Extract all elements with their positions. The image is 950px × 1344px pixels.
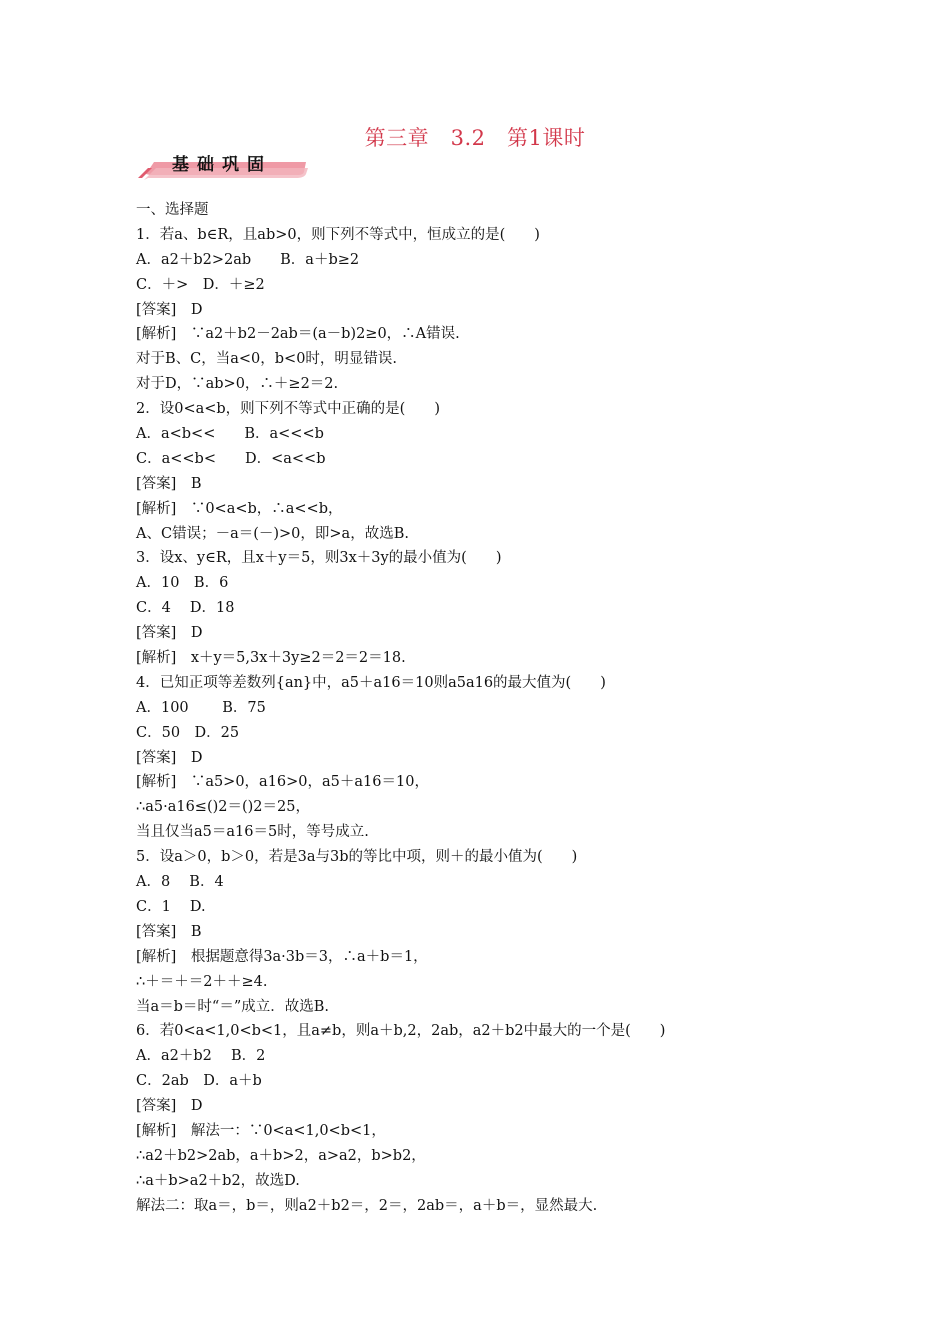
text-line: [解析] x＋y＝5,3x＋3y≥2＝2＝2＝18. <box>136 650 406 667</box>
text-line: [解析] ∵a5>0，a16>0，a5＋a16＝10， <box>136 774 429 791</box>
text-line: [答案] D <box>136 301 203 318</box>
text-line: [答案] D <box>136 1098 203 1115</box>
text-line: 5．设a＞0，b＞0，若是3a与3b的等比中项，则＋的最小值为( ) <box>136 849 578 866</box>
text-line: 当a＝b＝时“＝”成立．故选B. <box>136 998 330 1015</box>
document-body <box>136 198 836 1219</box>
text-line: C．2ab D．a＋b <box>136 1073 262 1090</box>
text-line: A．a2＋b2 B．2 <box>136 1048 266 1065</box>
text-line: 6．若0<a<1,0<b<1，且a≠b，则a＋b,2，2ab，a2＋b2中最大的一个是( ) <box>136 1023 666 1040</box>
text-line: C．4 D．18 <box>136 600 235 617</box>
text-line: [答案] B <box>136 923 202 940</box>
text-line: [答案] D <box>136 625 203 642</box>
text-line: A．100 B．75 <box>136 699 266 716</box>
text-line: ∴a5·a16≤()2＝()2＝25， <box>136 799 310 816</box>
text-line: 对于B、C，当a<0，b<0时，明显错误. <box>136 351 398 368</box>
text-line: A、C错误；－a＝(－)>0，即>a，故选B. <box>136 525 409 542</box>
text-line: ∴a2＋b2>2ab，a＋b>2，a>a2，b>b2， <box>136 1147 426 1164</box>
text-line: ∴a＋b>a2＋b2，故选D. <box>136 1172 300 1189</box>
text-line: A．8 B．4 <box>136 874 224 891</box>
text-line: C．50 D．25 <box>136 724 240 741</box>
text-line: ∴＋＝＋＝2＋＋≥4. <box>136 973 268 990</box>
text-line: 当且仅当a5＝a16＝5时，等号成立. <box>136 824 369 841</box>
text-line: A．a<b<< B．a<<<b <box>136 426 324 443</box>
text-line: [解析] 解法一：∵0<a<1,0<b<1， <box>136 1122 386 1139</box>
text-line: A．10 B．6 <box>136 575 229 592</box>
text-line: [解析] ∵0<a<b，∴a<<b， <box>136 500 343 517</box>
text-line: 解法二：取a＝，b＝，则a2＋b2＝，2＝，2ab＝，a＋b＝，显然最大. <box>136 1197 598 1214</box>
text-line: C．1 D. <box>136 898 206 915</box>
text-line: 一、选择题 <box>136 202 209 218</box>
text-line: 1．若a、b∈R，且ab>0，则下列不等式中，恒成立的是( ) <box>136 226 540 243</box>
text-line: [解析] 根据题意得3a·3b＝3，∴a＋b＝1， <box>136 948 428 965</box>
banner-label: 基础巩固 <box>172 155 272 175</box>
text-line: [答案] B <box>136 475 202 492</box>
text-line: 3．设x、y∈R，且x＋y＝5，则3x＋3y的最小值为( ) <box>136 550 502 567</box>
text-line: C．＋> D．＋≥2 <box>136 276 265 293</box>
page-title: 第三章 3.2 第1课时 <box>364 126 586 150</box>
text-line: 对于D，∵ab>0，∴＋≥2＝2. <box>136 376 339 393</box>
text-line: [解析] ∵a2＋b2－2ab＝(a－b)2≥0，∴A错误. <box>136 326 460 343</box>
text-line: 2．设0<a<b，则下列不等式中正确的是( ) <box>136 401 440 418</box>
text-line: A．a2＋b2>2ab B．a＋b≥2 <box>136 251 360 268</box>
text-line: 4．已知正项等差数列{an}中，a5＋a16＝10则a5a16的最大值为( ) <box>136 674 606 691</box>
text-line: C．a<<b< D．<a<<b <box>136 450 326 467</box>
section-banner <box>136 148 312 182</box>
text-line: [答案] D <box>136 749 203 766</box>
